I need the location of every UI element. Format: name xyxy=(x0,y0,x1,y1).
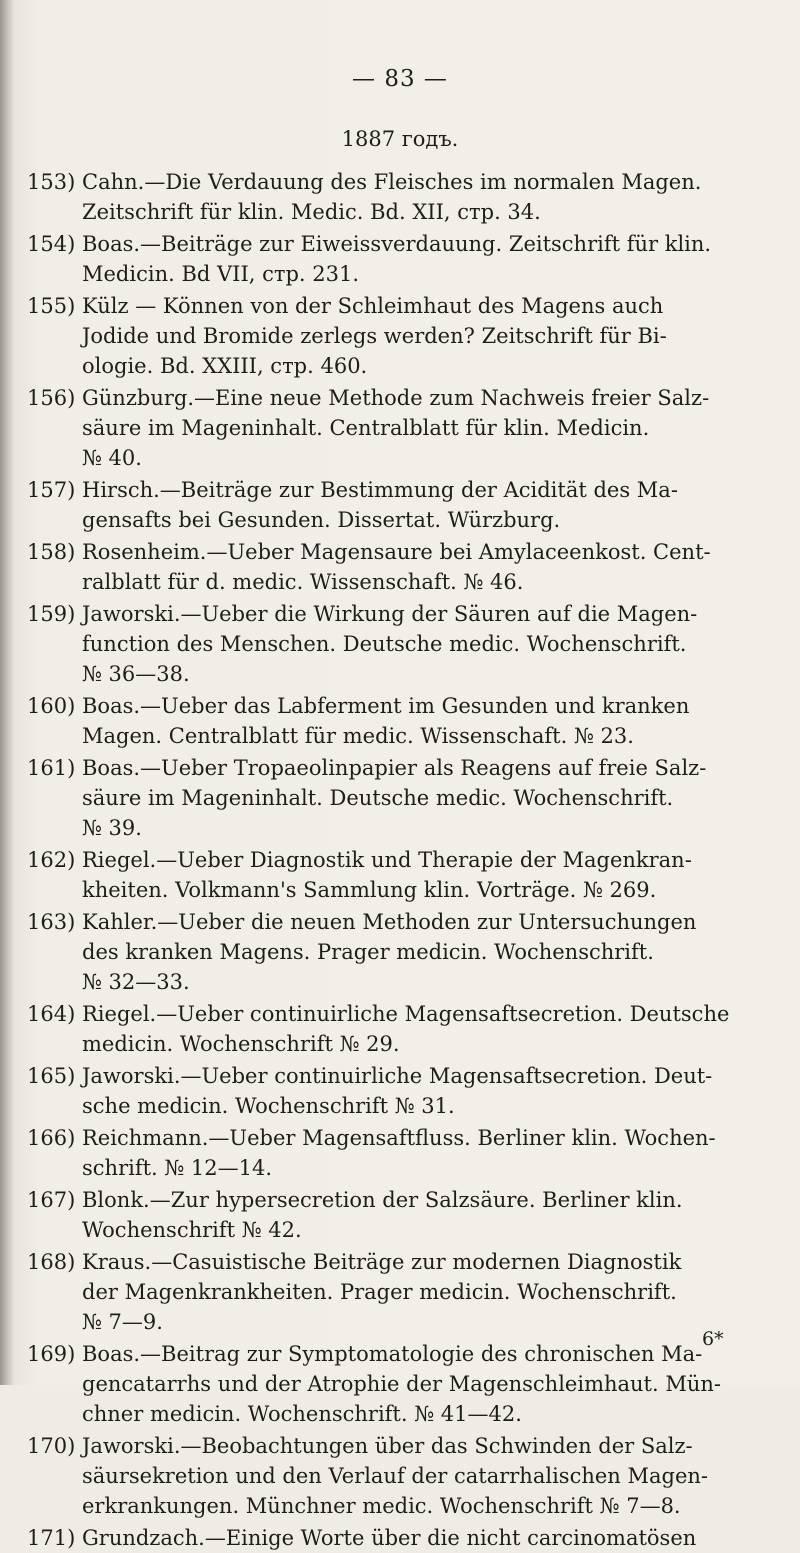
entry-text: Külz — Können von der Schleimhaut des Magens auch Jodide und Bromide zerlegs werden? Zeitschrift für Bi- ologie. Bd. XXIII, стр. 460. xyxy=(82,294,667,378)
entry-number: 163) xyxy=(27,910,76,934)
entry-text: Günzburg.—Eine neue Methode zum Nachweis freier Salz- säure im Mageninhalt. Centralblatt für klin. Medicin. № 40. xyxy=(82,386,710,470)
bibliography-entry xyxy=(0,383,800,473)
bibliography-entry xyxy=(0,1247,800,1337)
entry-number: 162) xyxy=(27,848,76,872)
bibliography-entry xyxy=(0,1185,800,1245)
bibliography-entry xyxy=(0,291,800,381)
entry-number: 153) xyxy=(27,170,76,194)
entry-number: 160) xyxy=(27,694,76,718)
entry-number: 168) xyxy=(27,1250,76,1274)
bibliography-entry xyxy=(0,845,800,905)
entry-text: Cahn.—Die Verdauung des Fleisches im normalen Magen. Zeitschrift für klin. Medic. Bd. XII, стр. 34. xyxy=(82,170,702,224)
entry-number: 154) xyxy=(27,232,76,256)
entry-number: 171) xyxy=(27,1526,76,1550)
entry-text: Jaworski.—Beobachtungen über das Schwinden der Salz- säursekretion und den Verlauf der catarrhalischen Magen- erkrankungen. Münchner medic. Wochenschrift № 7—8. xyxy=(82,1434,708,1518)
bibliography-entry xyxy=(0,1523,800,1553)
bibliography-entry xyxy=(0,229,800,289)
entry-number: 164) xyxy=(27,1002,76,1026)
bibliography-entry xyxy=(0,1061,800,1121)
entry-text: Boas.—Ueber Tropaeolinpapier als Reagens auf freie Salz- säure im Mageninhalt. Deutsche medic. Wochenschrift. № 39. xyxy=(82,756,707,840)
bibliography-entry xyxy=(0,1339,800,1429)
entry-number: 155) xyxy=(27,294,76,318)
bibliography-entry xyxy=(0,475,800,535)
signature-mark: 6* xyxy=(702,1328,724,1350)
bibliography-entry xyxy=(0,537,800,597)
entry-number: 158) xyxy=(27,540,76,564)
bibliography-entry xyxy=(0,1431,800,1521)
bibliography-entry xyxy=(0,691,800,751)
entry-number: 167) xyxy=(27,1188,76,1212)
entry-text: Kahler.—Ueber die neuen Methoden zur Untersuchungen des kranken Magens. Prager medicin. Wochenschrift. № 32—33. xyxy=(82,910,697,994)
entry-number: 165) xyxy=(27,1064,76,1088)
entry-text: Jaworski.—Ueber continuirliche Magensaftsecretion. Deut- sche medicin. Wochenschrift № 31. xyxy=(82,1064,713,1118)
entry-number: 170) xyxy=(27,1434,76,1458)
entry-number: 157) xyxy=(27,478,76,502)
year-heading: 1887 годъ. xyxy=(341,127,459,151)
entry-text: Blonk.—Zur hypersecretion der Salzsäure. Berliner klin. Wochenschrift № 42. xyxy=(82,1188,683,1242)
entry-text: Reichmann.—Ueber Magensaftfluss. Berliner klin. Wochen- schrift. № 12—14. xyxy=(82,1126,716,1180)
entry-text: Rosenheim.—Ueber Magensaure bei Amylaceenkost. Cent- ralblatt für d. medic. Wissenschaft. № 46. xyxy=(82,540,711,594)
bibliography-entry xyxy=(0,753,800,843)
entry-text: Boas.—Ueber das Labferment im Gesunden und kranken Magen. Centralblatt für medic. Wissenschaft. № 23. xyxy=(82,694,690,748)
bibliography-entry xyxy=(0,907,800,997)
entry-text: Grundzach.—Einige Worte über die nicht carcinomatösen xyxy=(82,1526,697,1550)
bibliography-entry xyxy=(0,1123,800,1183)
bibliography-list xyxy=(0,167,800,1553)
bibliography-entry xyxy=(0,599,800,689)
entry-number: 156) xyxy=(27,386,76,410)
entry-text: Hirsch.—Beiträge zur Bestimmung der Acidität des Ma- gensafts bei Gesunden. Dissertat. Würzburg. xyxy=(82,478,678,532)
entry-text: Boas.—Beitrag zur Symptomatologie des chronischen Ma- gencatarrhs und der Atrophie der Magenschleimhaut. Mün- chner medicin. Wochenschrift. № 41—42. xyxy=(82,1342,721,1426)
entry-text: Boas.—Beiträge zur Eiweissverdauung. Zeitschrift für klin. Medicin. Bd VII, стр. 231. xyxy=(82,232,712,286)
entry-text: Riegel.—Ueber continuirliche Magensaftsecretion. Deutsche medicin. Wochenschrift № 29. xyxy=(82,1002,730,1056)
entry-text: Jaworski.—Ueber die Wirkung der Säuren auf die Magen- function des Menschen. Deutsche medic. Wochenschrift. № 36—38. xyxy=(82,602,698,686)
entry-number: 169) xyxy=(27,1342,76,1366)
entry-number: 161) xyxy=(27,756,76,780)
entry-number: 166) xyxy=(27,1126,76,1150)
bibliography-entry xyxy=(0,999,800,1059)
entry-text: Kraus.—Casuistische Beiträge zur modernen Diagnostik der Magenkrankheiten. Prager medicin. Wochenschrift. № 7—9. xyxy=(82,1250,682,1334)
page-number: — 83 — xyxy=(352,66,448,92)
entry-number: 159) xyxy=(27,602,76,626)
bibliography-entry xyxy=(0,167,800,227)
entry-text: Riegel.—Ueber Diagnostik und Therapie der Magenkran- kheiten. Volkmann's Sammlung klin. Vorträge. № 269. xyxy=(82,848,692,902)
